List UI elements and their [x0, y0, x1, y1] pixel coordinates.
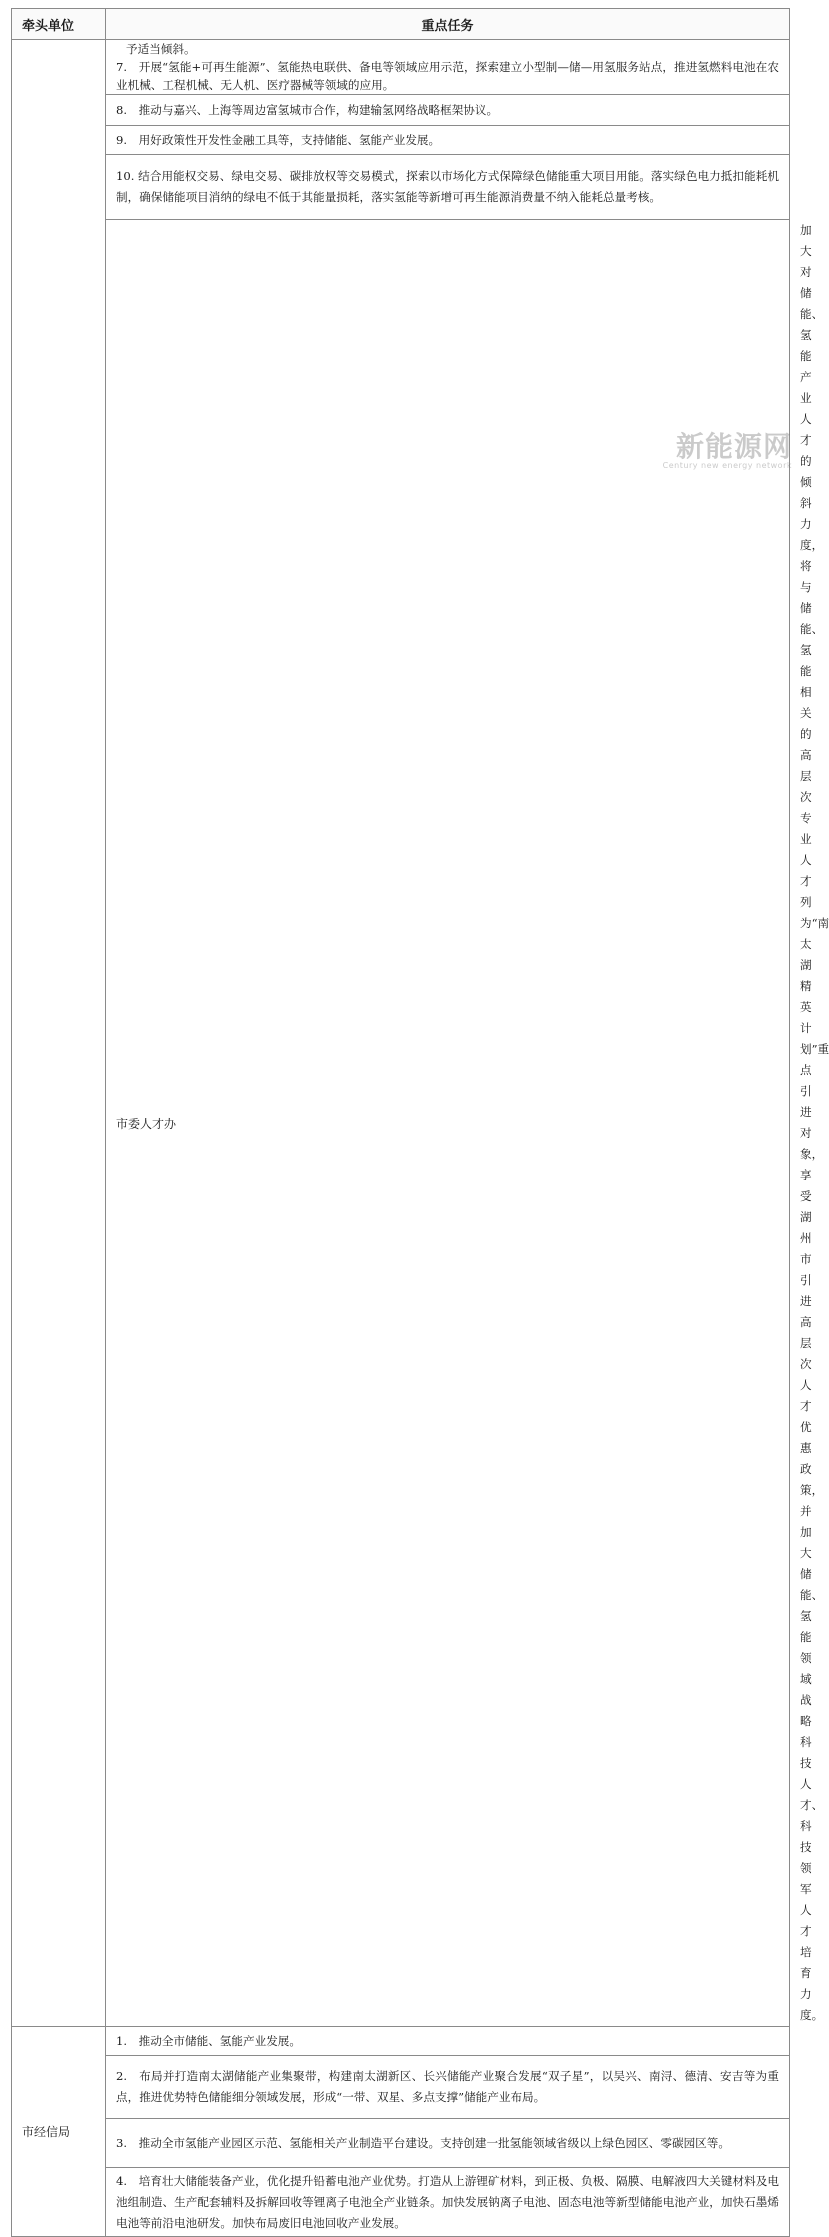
table-row: 市委人才办 加大对储能、氢能产业人才的倾斜力度，将与储能、氢能相关的高层次专业人才列为“南太湖精英计划”重点引进对象，享受湖州市引进高层次人才优惠政策，并加大储能、氢能领域战略科技人才、科技领军人才培育力度。	[12, 220, 790, 2027]
task-cell: 3. 推动全市氢能产业园区示范、氢能相关产业制造平台建设。支持创建一批氢能领域省级以上绿色园区、零碳园区等。	[106, 2119, 790, 2168]
table-row	[12, 155, 790, 220]
task-text: 7. 开展“氢能+可再生能源”、氢能热电联供、备电等领域应用示范，探索建立小型制—储—用氢服务站点，推进氢燃料电池在农业机械、工程机械、无人机、医疗器械等领域的应用。	[116, 60, 779, 92]
watermark-subtext: Century new energy network	[662, 461, 792, 470]
task-text: 予适当倾斜。	[126, 42, 196, 56]
task-cell: 10. 结合用能权交易、绿电交易、碳排放权等交易模式，探索以市场化方式保障绿色储能重大项目用能。落实绿色电力抵扣能耗机制，确保储能项目消纳的绿电不低于其能量损耗，落实氢能等新增可再生能源消费量不纳入能耗总量考核。	[106, 155, 790, 220]
table-row	[12, 2056, 790, 2119]
table-row	[12, 2027, 790, 2056]
task-cell: 4. 培育壮大储能装备产业，优化提升铅蓄电池产业优势。打造从上游锂矿材料，到正极、负极、隔膜、电解液四大关键材料及电池组制造、生产配套辅料及拆解回收等锂离子电池全产业链条。加快发展钠离子电池、固态电池等新型储能电池产业，加快石墨烯电池等前沿电池研发。加快布局废旧电池回收产业发展。	[106, 2168, 790, 2237]
table-row	[12, 95, 790, 126]
dept-cell: 市委人才办	[106, 220, 790, 2027]
header-lead-unit: 牵头单位	[12, 9, 106, 40]
task-cell	[106, 40, 790, 95]
task-cell: 9. 用好政策性开发性金融工具等，支持储能、氢能产业发展。	[106, 126, 790, 155]
task-cell: 1. 推动全市储能、氢能产业发展。	[106, 2027, 790, 2056]
watermark-logo	[663, 425, 792, 470]
table-row	[12, 126, 790, 155]
dept-cell-empty	[12, 40, 106, 2027]
table-row	[12, 2119, 790, 2168]
table-row	[12, 40, 790, 95]
task-table	[11, 8, 829, 2237]
task-cell: 2. 布局并打造南太湖储能产业集聚带，构建南太湖新区、长兴储能产业聚合发展“双子星”，以吴兴、南浔、德清、安吉等为重点，推进优势特色储能细分领域发展，形成“一带、双星、多点支撑”储能产业布局。	[106, 2056, 790, 2119]
table-header-row	[12, 9, 790, 40]
table-row	[12, 2168, 790, 2237]
task-cell: 8. 推动与嘉兴、上海等周边富氢城市合作，构建输氢网络战略框架协议。	[106, 95, 790, 126]
dept-cell: 市经信局	[12, 2027, 106, 2237]
watermark-text: 新能源网	[675, 430, 792, 463]
header-key-tasks: 重点任务	[106, 9, 790, 40]
